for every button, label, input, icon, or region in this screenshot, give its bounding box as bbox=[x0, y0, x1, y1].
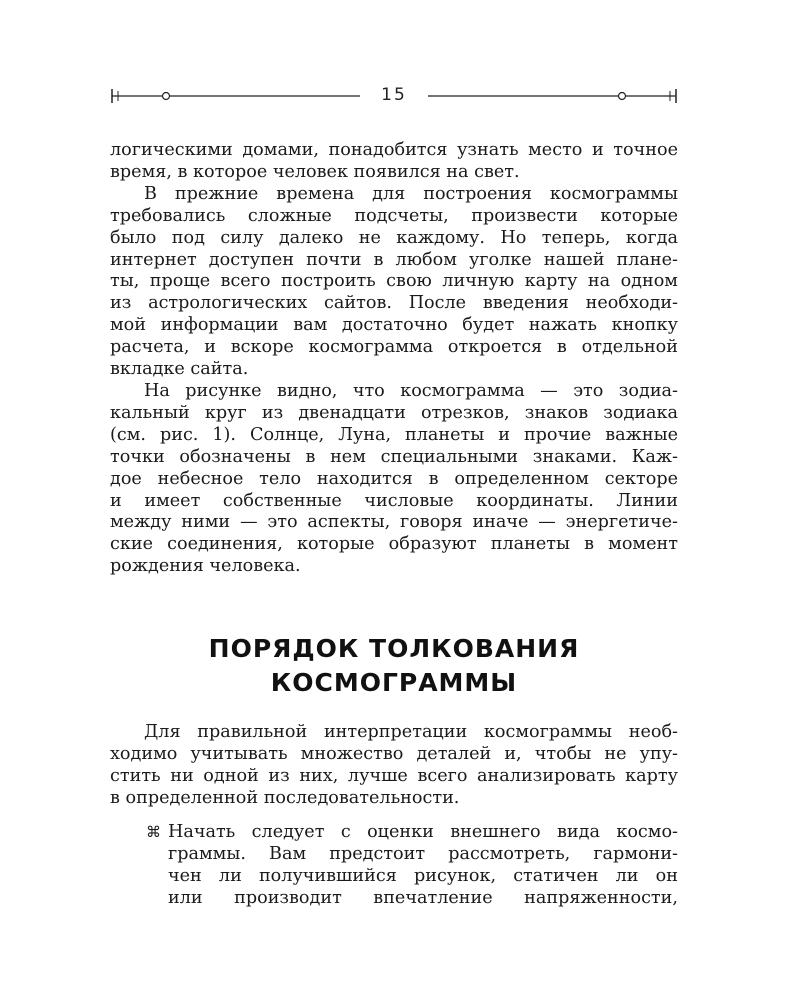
body-paragraph-1 bbox=[110, 140, 678, 578]
page-number: 15 bbox=[381, 85, 407, 105]
text-line: Начать следует с оценки внешнего вида космо- bbox=[168, 822, 678, 842]
running-header bbox=[110, 82, 678, 108]
text-line: требовались сложные подсчеты, произвести которые bbox=[110, 205, 678, 226]
text-line: чен ли получившийся рисунок, статичен ли он bbox=[168, 865, 678, 886]
text-line: дое небесное тело находится в определенном секторе bbox=[110, 468, 678, 489]
text-line: точки обозначены в нем специальными знаками. Каж- bbox=[110, 446, 678, 467]
text-line: стить ни одной из них, лучше всего анализировать карту bbox=[110, 765, 678, 786]
text-line: между ними — это аспекты, говоря иначе — энергетиче- bbox=[110, 512, 678, 533]
text-line: В прежние времена для построения космограммы bbox=[144, 183, 678, 204]
text-line: рождения человека. bbox=[110, 556, 301, 577]
text-line: граммы. Вам предстоит рассмотреть, гармони- bbox=[168, 843, 678, 864]
text-line: или производит впечатление напряженности, bbox=[168, 887, 678, 908]
text-line: ходимо учитывать множество деталей и, чтобы не упу- bbox=[110, 743, 678, 764]
command-bullet-icon: ⌘ bbox=[146, 823, 161, 841]
section-heading-line-1: ПОРЯДОК ТОЛКОВАНИЯ bbox=[208, 634, 580, 663]
text-line: интернет доступен почти в любом уголке нашей плане- bbox=[110, 249, 678, 270]
list-item bbox=[168, 822, 678, 910]
text-line: вкладке сайта. bbox=[110, 359, 249, 380]
text-line: На рисунке видно, что космограмма — это зодиа- bbox=[144, 380, 678, 401]
text-line: Для правильной интерпретации космограммы необ- bbox=[144, 722, 678, 742]
section-heading-line-2: КОСМОГРАММЫ bbox=[270, 668, 518, 697]
bullet-list bbox=[110, 822, 678, 910]
text-line: логическими домами, понадобится узнать место и точное bbox=[110, 140, 678, 160]
section-heading bbox=[110, 632, 678, 700]
text-line: ты, проще всего построить свою личную карту на одном bbox=[110, 271, 678, 292]
text-line: расчета, и вскоре космограмма откроется в отдельной bbox=[110, 337, 678, 358]
text-line: время, в которое человек появился на свет. bbox=[110, 161, 520, 182]
text-line: из астрологических сайтов. После введения необходи- bbox=[110, 293, 678, 314]
text-line: кальный круг из двенадцати отрезков, знаков зодиака bbox=[110, 402, 678, 423]
text-line: в определенной последовательности. bbox=[110, 787, 460, 808]
text-line: и имеет собственные числовые координаты. Линии bbox=[110, 490, 678, 511]
text-line: мой информации вам достаточно будет нажать кнопку bbox=[110, 315, 678, 336]
body-paragraph-2 bbox=[110, 722, 678, 810]
text-line: было под силу далеко не каждому. Но теперь, когда bbox=[110, 227, 678, 248]
text-line: ские соединения, которые образуют планеты в момент bbox=[110, 534, 678, 555]
text-line: (см. рис. 1). Солнце, Луна, планеты и прочие важные bbox=[110, 424, 678, 445]
